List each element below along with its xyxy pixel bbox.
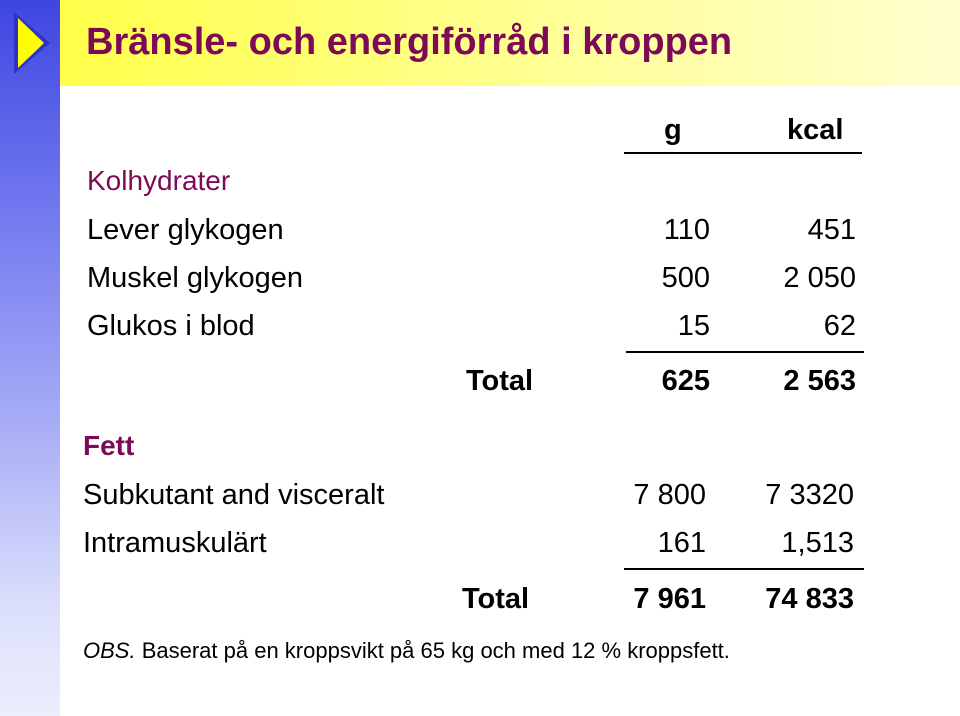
column-header-kcal: kcal — [787, 114, 844, 146]
row-kcal-liver-glycogen: 451 — [807, 214, 856, 246]
title-band — [60, 0, 960, 86]
fat-total-label: Total — [462, 583, 530, 615]
section-heading-fat: Fett — [83, 430, 135, 461]
row-kcal-blood-glucose: 62 — [823, 310, 856, 342]
row-kcal-subcutaneous-visceral: 7 3320 — [765, 479, 854, 511]
row-g-intramuscular: 161 — [657, 527, 706, 559]
footnote-text: Baserat på en kroppsvikt på 65 kg och med 12 % kroppsfett. — [135, 638, 730, 663]
row-kcal-muscle-glycogen: 2 050 — [783, 262, 856, 294]
row-label-muscle-glycogen: Muskel glykogen — [87, 262, 303, 294]
play-arrow-icon — [8, 8, 54, 78]
header-divider — [624, 152, 862, 154]
row-g-subcutaneous-visceral: 7 800 — [633, 479, 706, 511]
row-g-liver-glycogen: 110 — [663, 214, 710, 246]
row-kcal-intramuscular: 1,513 — [781, 527, 854, 559]
fat-total-divider — [624, 568, 864, 570]
carbs-total-divider — [626, 351, 864, 353]
row-label-liver-glycogen: Lever glykogen — [87, 214, 284, 246]
footnote — [83, 640, 730, 662]
fat-total-g: 7 961 — [633, 583, 706, 615]
row-g-muscle-glycogen: 500 — [661, 262, 710, 294]
carbs-total-g: 625 — [661, 365, 710, 397]
row-label-intramuscular: Intramuskulärt — [83, 527, 267, 559]
carbs-total-label: Total — [466, 365, 534, 397]
fat-total-kcal: 74 833 — [765, 583, 854, 615]
page-title: Bränsle- och energiförråd i kroppen — [86, 21, 733, 63]
row-g-blood-glucose: 15 — [677, 310, 710, 342]
carbs-total-kcal: 2 563 — [783, 365, 856, 397]
row-label-subcutaneous-visceral: Subkutant and visceralt — [83, 479, 385, 511]
row-label-blood-glucose: Glukos i blod — [87, 310, 255, 342]
footnote-prefix: OBS. — [83, 638, 136, 663]
section-heading-carbs: Kolhydrater — [87, 165, 231, 196]
side-bar — [0, 0, 60, 716]
column-header-g: g — [664, 114, 682, 146]
